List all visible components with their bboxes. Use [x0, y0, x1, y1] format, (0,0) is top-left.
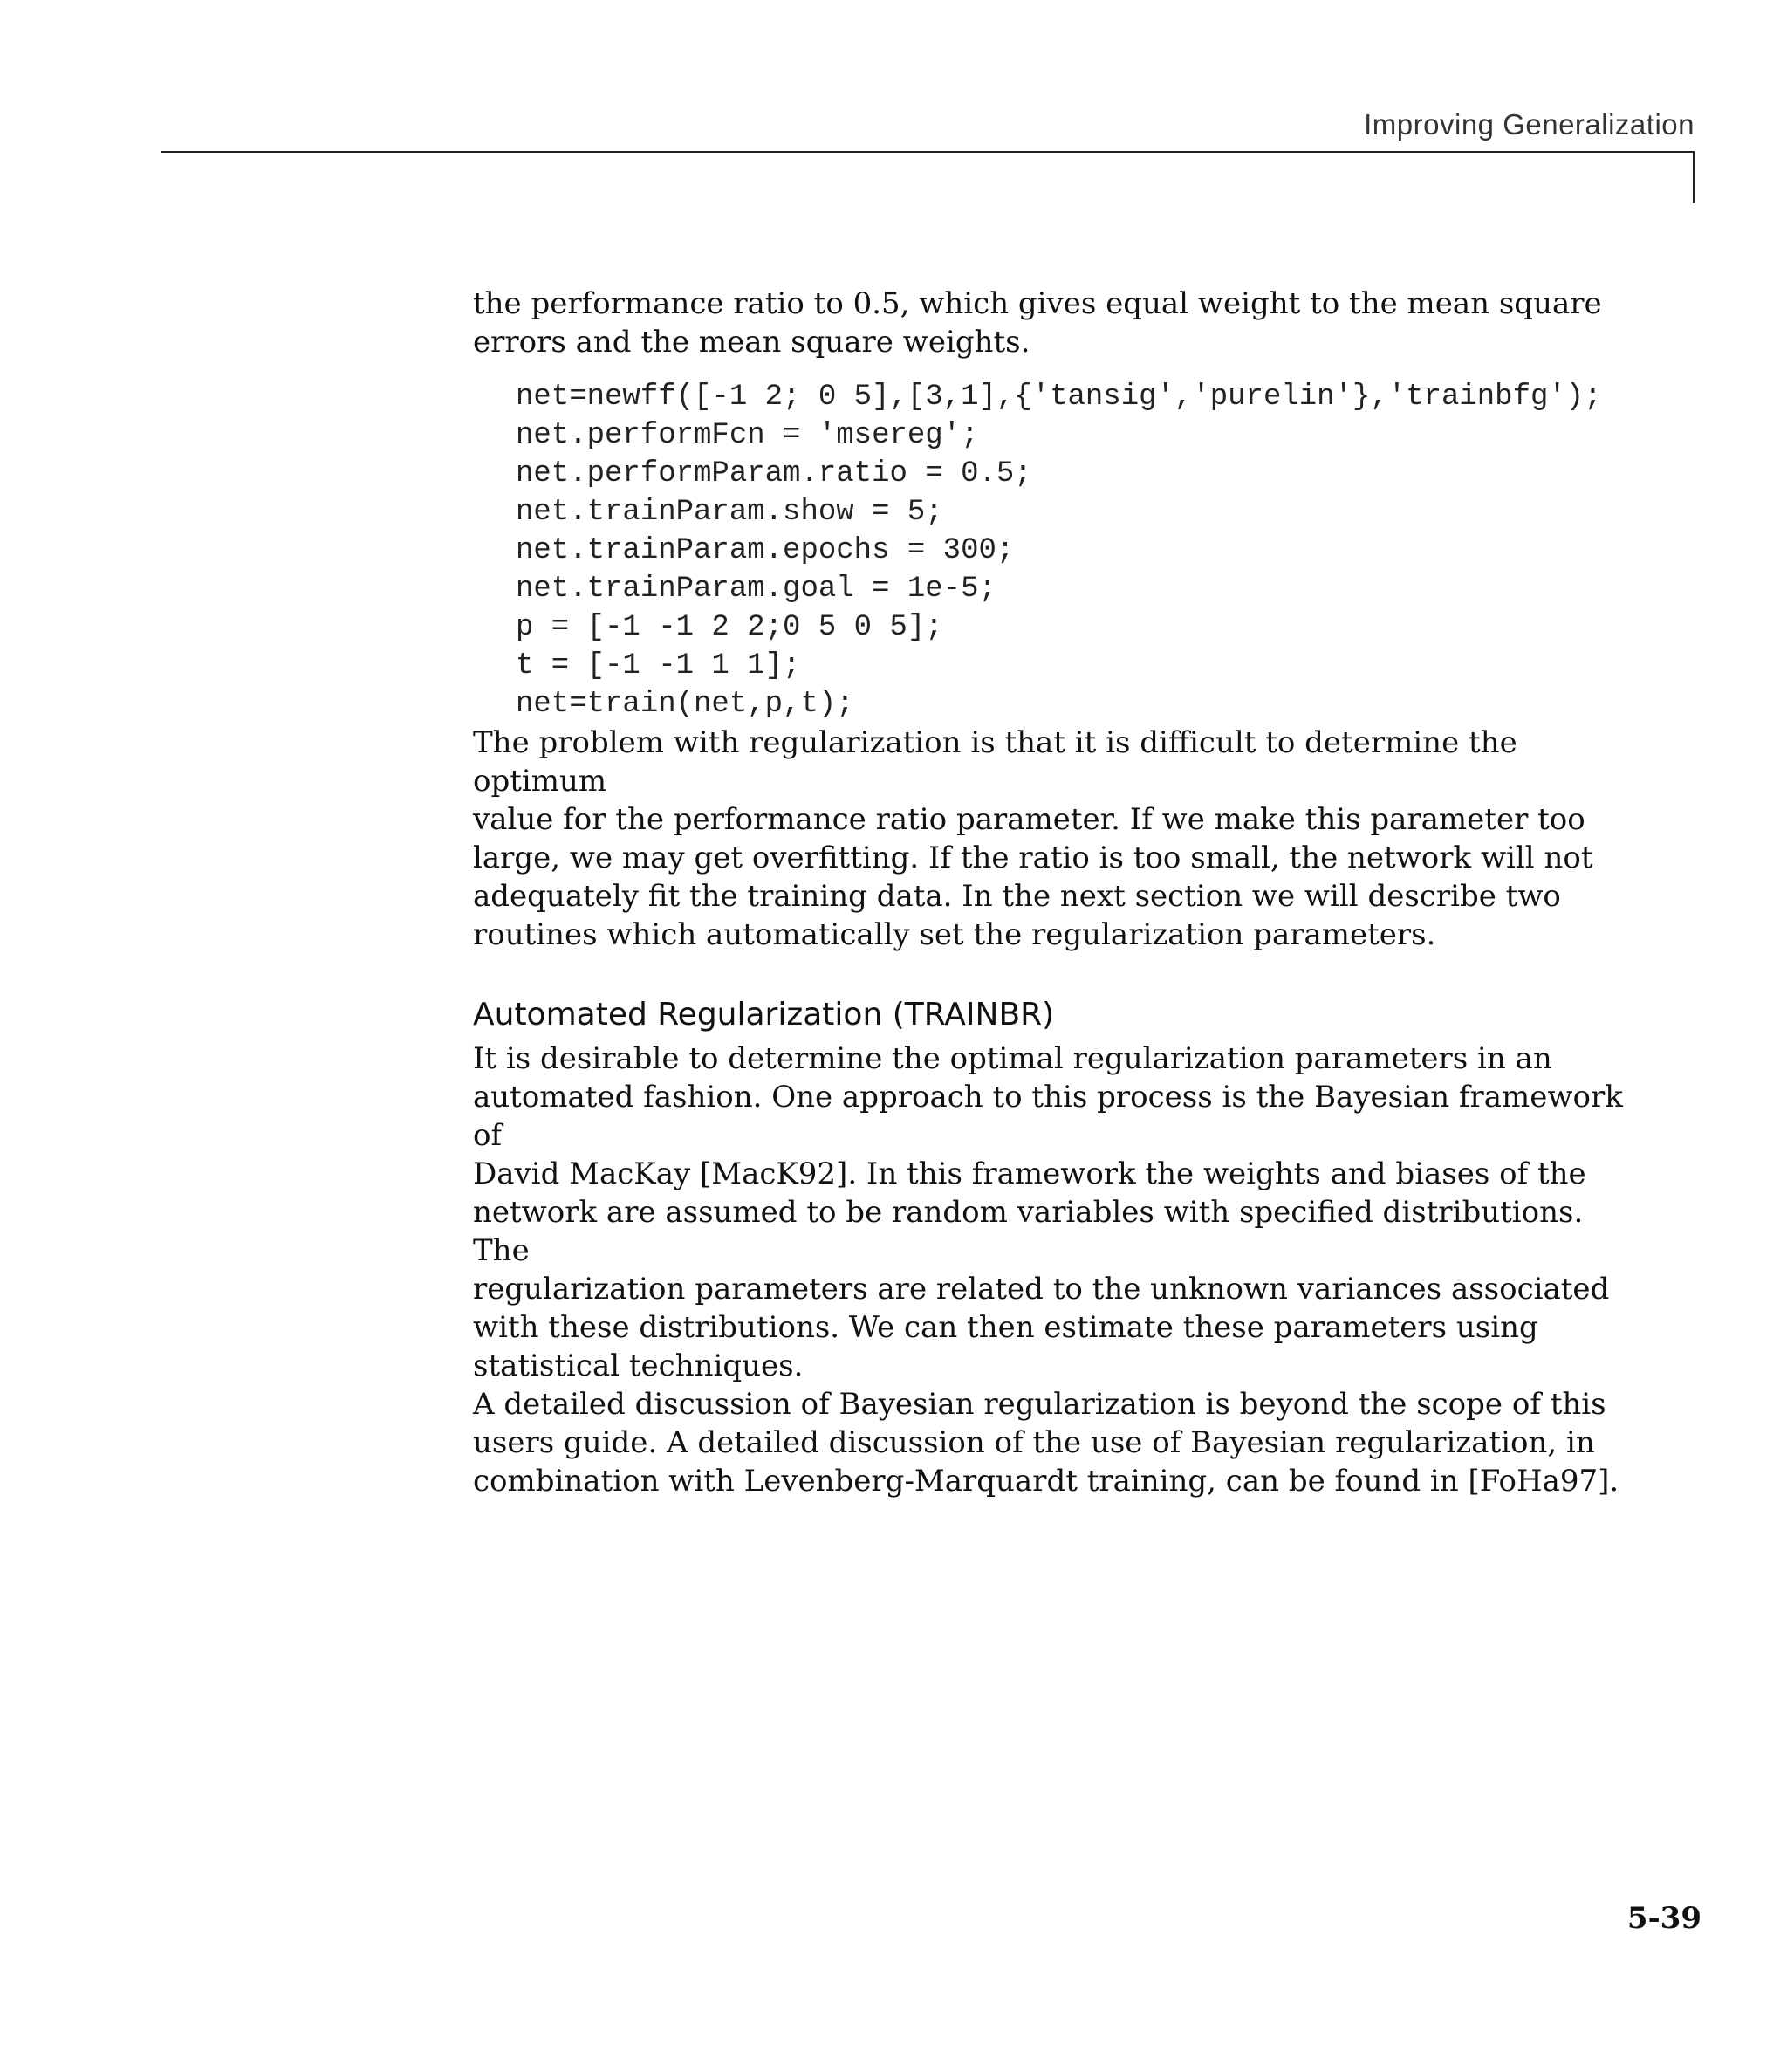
code-line: net=newff([-1 2; 0 5],[3,1],{'tansig','purelin'},'trainbfg'); — [516, 381, 1602, 414]
bayesian-framework-paragraph: It is desirable to determine the optimal regularization parameters in an automated fashion. One approach to this process is the Bayesian framework of David MacKay [MacK92]. In this framework the weights and biases of the network are assumed to be random variables with specified distributions. The regularization parameters are related to the unknown variances associated with these distributions. We can then estimate these parameters using statistical techniques. — [473, 1041, 1623, 1383]
header-rule — [161, 151, 1695, 153]
code-block — [516, 378, 1633, 724]
header-rule-tick — [1693, 151, 1695, 203]
code-line: p = [-1 -1 2 2;0 5 0 5]; — [516, 611, 943, 644]
code-line: net=train(net,p,t); — [516, 688, 854, 721]
detailed-discussion-paragraph: A detailed discussion of Bayesian regularization is beyond the scope of this users guide. A detailed discussion of the use of Bayesian regularization, in combination with Levenberg-Marquardt training, can be found in [FoHa97]. — [473, 1387, 1619, 1499]
running-header-title: Improving Generalization — [1364, 108, 1695, 141]
code-line: net.performParam.ratio = 0.5; — [516, 457, 1032, 491]
code-line: t = [-1 -1 1 1]; — [516, 649, 801, 683]
page-content — [473, 285, 1633, 1500]
code-line: net.trainParam.show = 5; — [516, 496, 943, 529]
page-number: 5-39 — [1626, 1901, 1701, 1936]
section-heading: Automated Regularization (TRAINBR) — [473, 997, 1055, 1033]
code-line: net.trainParam.epochs = 300; — [516, 534, 1015, 567]
code-line: net.performFcn = 'msereg'; — [516, 419, 979, 452]
problem-paragraph: The problem with regularization is that it is difficult to determine the optimum value for the performance ratio parameter. If we make this parameter too large, we may get overfitting. If the ratio is too small, the network will not adequately fit the training data. In the next section we will describe two routines which automatically set the regularization parameters. — [473, 725, 1593, 952]
code-line: net.trainParam.goal = 1e-5; — [516, 573, 996, 606]
intro-paragraph: the performance ratio to 0.5, which gives equal weight to the mean square errors and the mean square weights. — [473, 286, 1602, 360]
